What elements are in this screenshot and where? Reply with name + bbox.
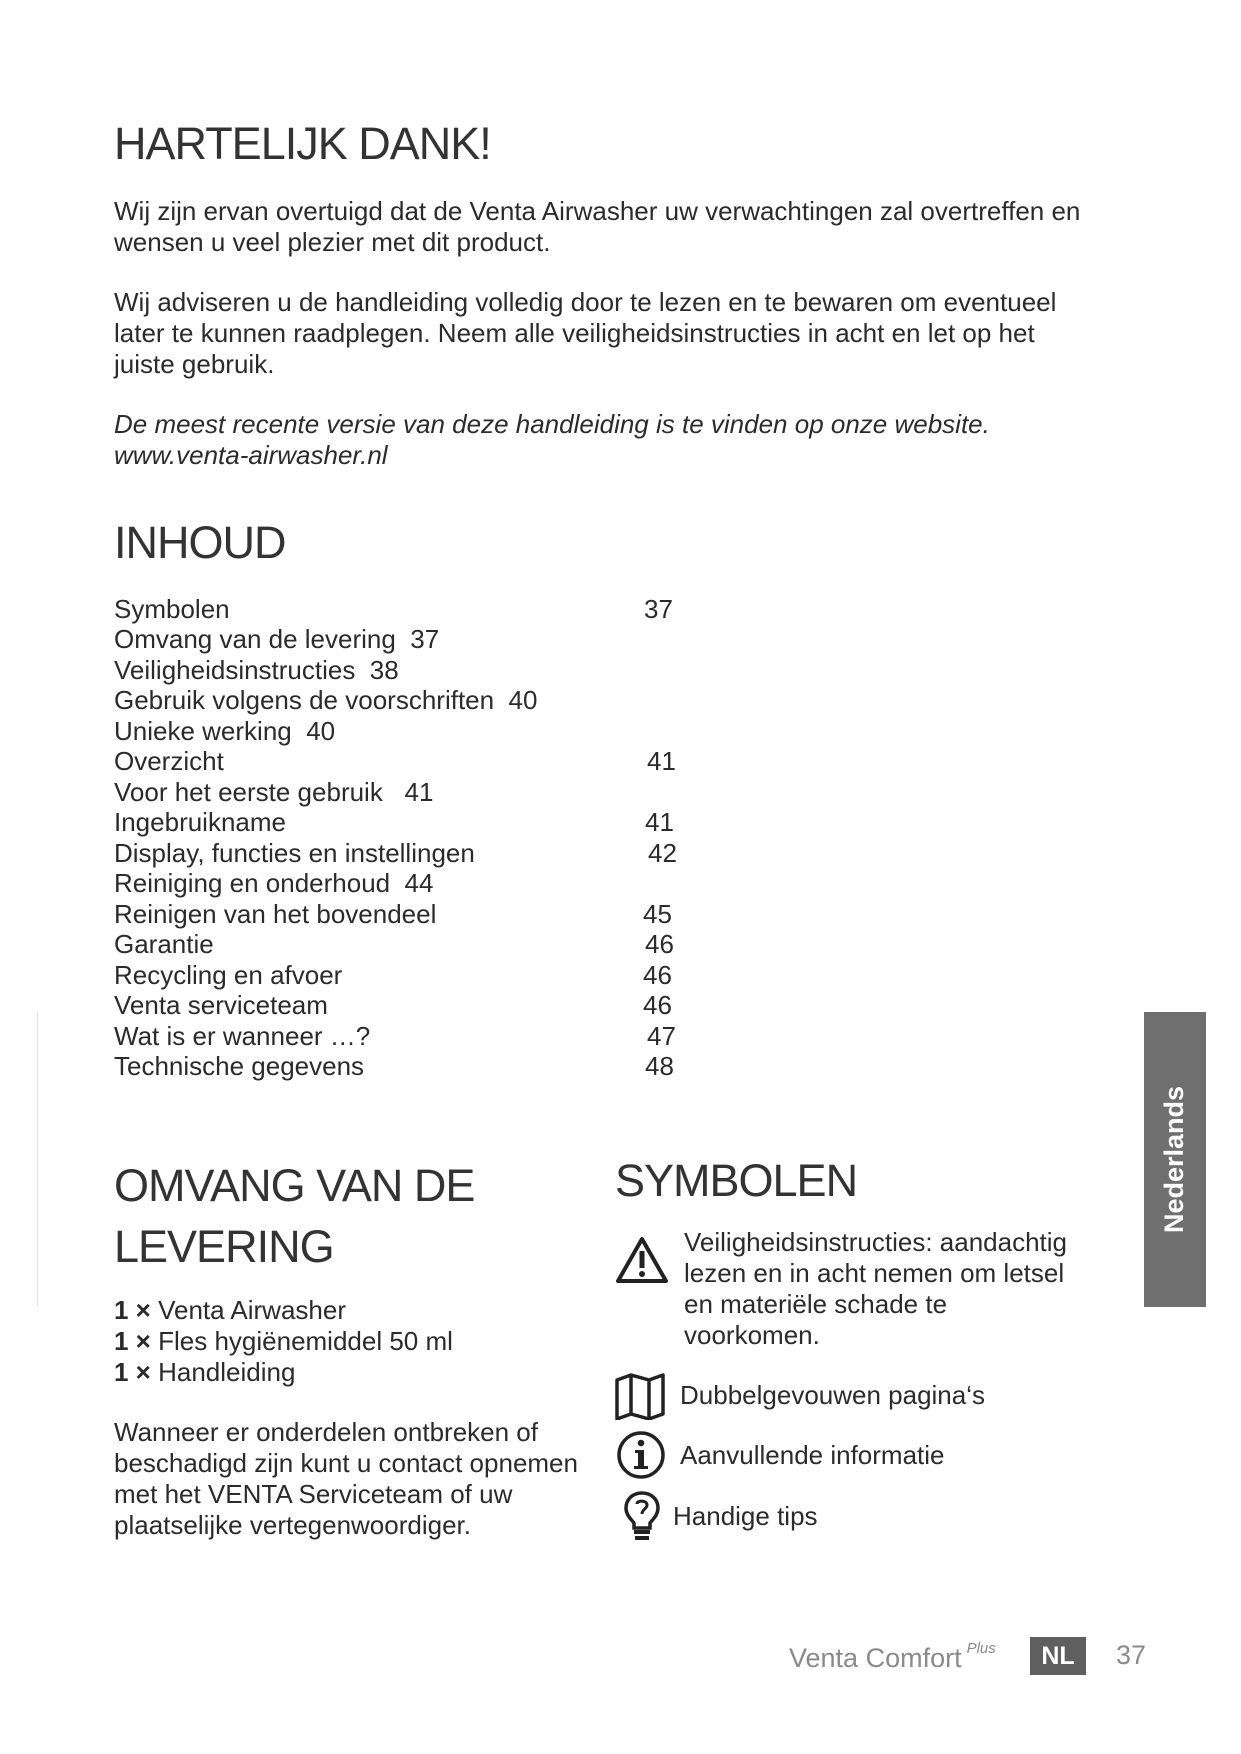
delivery-item xyxy=(114,1357,453,1388)
toc-page: 41 xyxy=(645,807,674,837)
toc-item[interactable]: Omvang van de levering 37 xyxy=(114,624,440,654)
warning-icon xyxy=(615,1236,669,1284)
website-note xyxy=(114,409,1094,471)
toc-item[interactable]: Overzicht xyxy=(114,746,224,776)
toc-item[interactable]: Voor het eerste gebruik 41 xyxy=(114,777,434,807)
language-badge: NL xyxy=(1030,1637,1086,1675)
folded-page-icon xyxy=(613,1372,667,1420)
delivery-qty: 1 × xyxy=(114,1326,151,1356)
toc-page: 46 xyxy=(645,929,674,959)
symbol-warning-text: Veiligheidsinstructies: aandachtig lezen en in acht nemen om letsel en materiële schade te voorkomen. xyxy=(684,1227,1068,1350)
toc-item[interactable]: Ingebruikname xyxy=(114,807,286,837)
info-icon xyxy=(616,1430,666,1480)
toc-item[interactable]: Recycling en afvoer xyxy=(114,960,343,990)
symbols-title: SYMBOLEN xyxy=(615,1155,858,1206)
thanks-title: HARTELIJK DANK! xyxy=(114,118,491,169)
delivery-name: Fles hygiënemiddel 50 ml xyxy=(158,1326,453,1356)
website-note-text: De meest recente versie van deze handleiding is te vinden op onze website. xyxy=(114,409,990,439)
delivery-title-line-1: OMVANG VAN DE xyxy=(114,1160,475,1211)
delivery-qty: 1 × xyxy=(114,1295,151,1325)
toc-item[interactable]: Technische gegevens xyxy=(114,1051,365,1081)
toc-item[interactable]: Display, functies en instellingen xyxy=(114,838,475,868)
toc-item[interactable]: Veiligheidsinstructies 38 xyxy=(114,655,399,685)
language-side-tab[interactable] xyxy=(1144,1012,1206,1307)
website-link[interactable]: www.venta-airwasher.nl xyxy=(114,440,388,470)
page-edge-line xyxy=(37,1012,38,1307)
toc-item[interactable]: Reiniging en onderhoud 44 xyxy=(114,868,434,898)
toc-page: 48 xyxy=(645,1051,674,1081)
delivery-title xyxy=(114,1155,474,1277)
footer-brand xyxy=(789,1640,996,1674)
delivery-qty: 1 × xyxy=(114,1357,151,1387)
footer-brand-name: Venta Comfort xyxy=(789,1643,962,1673)
delivery-item xyxy=(114,1295,453,1326)
toc-page: 41 xyxy=(647,746,676,776)
delivery-title-line-2: LEVERING xyxy=(114,1221,334,1272)
delivery-list xyxy=(114,1295,453,1388)
symbol-folded-text: Dubbelgevouwen pagina‘s xyxy=(680,1380,986,1410)
contents-title: INHOUD xyxy=(114,517,286,568)
toc-page: 45 xyxy=(643,899,672,929)
toc-page: 42 xyxy=(648,838,677,868)
toc-item[interactable]: Gebruik volgens de voorschriften 40 xyxy=(114,685,538,715)
language-side-tab-label: Nederlands xyxy=(1159,1085,1190,1234)
delivery-name: Handleiding xyxy=(158,1357,296,1387)
toc-item[interactable]: Garantie xyxy=(114,929,214,959)
toc-page: 37 xyxy=(644,594,673,624)
toc-item[interactable]: Wat is er wanneer …? xyxy=(114,1021,371,1051)
toc-page: 46 xyxy=(643,960,672,990)
delivery-item xyxy=(114,1326,453,1357)
symbol-tips-text: Handige tips xyxy=(673,1501,818,1531)
lightbulb-icon xyxy=(622,1490,662,1544)
toc-item[interactable]: Unieke werking 40 xyxy=(114,716,336,746)
page-number: 37 xyxy=(1116,1640,1147,1670)
toc-page: 47 xyxy=(647,1021,676,1051)
delivery-name: Venta Airwasher xyxy=(158,1295,346,1325)
thanks-paragraph-1: Wij zijn ervan overtuigd dat de Venta Airwasher uw verwachtingen zal overtreffen en wensen u veel plezier met dit product. xyxy=(114,196,1081,257)
footer-brand-sup: Plus xyxy=(966,1640,996,1657)
delivery-note: Wanneer er onderdelen ontbreken of beschadigd zijn kunt u contact opnemen met het VENTA Serviceteam of uw plaatselijke vertegenwoordiger. xyxy=(114,1417,578,1540)
toc-page: 46 xyxy=(643,990,672,1020)
toc-item[interactable]: Venta serviceteam xyxy=(114,990,328,1020)
toc-item[interactable]: Symbolen xyxy=(114,594,230,624)
thanks-paragraph-2: Wij adviseren u de handleiding volledig door te lezen en te bewaren om eventueel later te kunnen raadplegen. Neem alle veiligheidsinstructies in acht en let op het juiste gebruik. xyxy=(114,287,1057,379)
toc-item[interactable]: Reinigen van het bovendeel xyxy=(114,899,437,929)
symbol-info-text: Aanvullende informatie xyxy=(680,1440,945,1470)
